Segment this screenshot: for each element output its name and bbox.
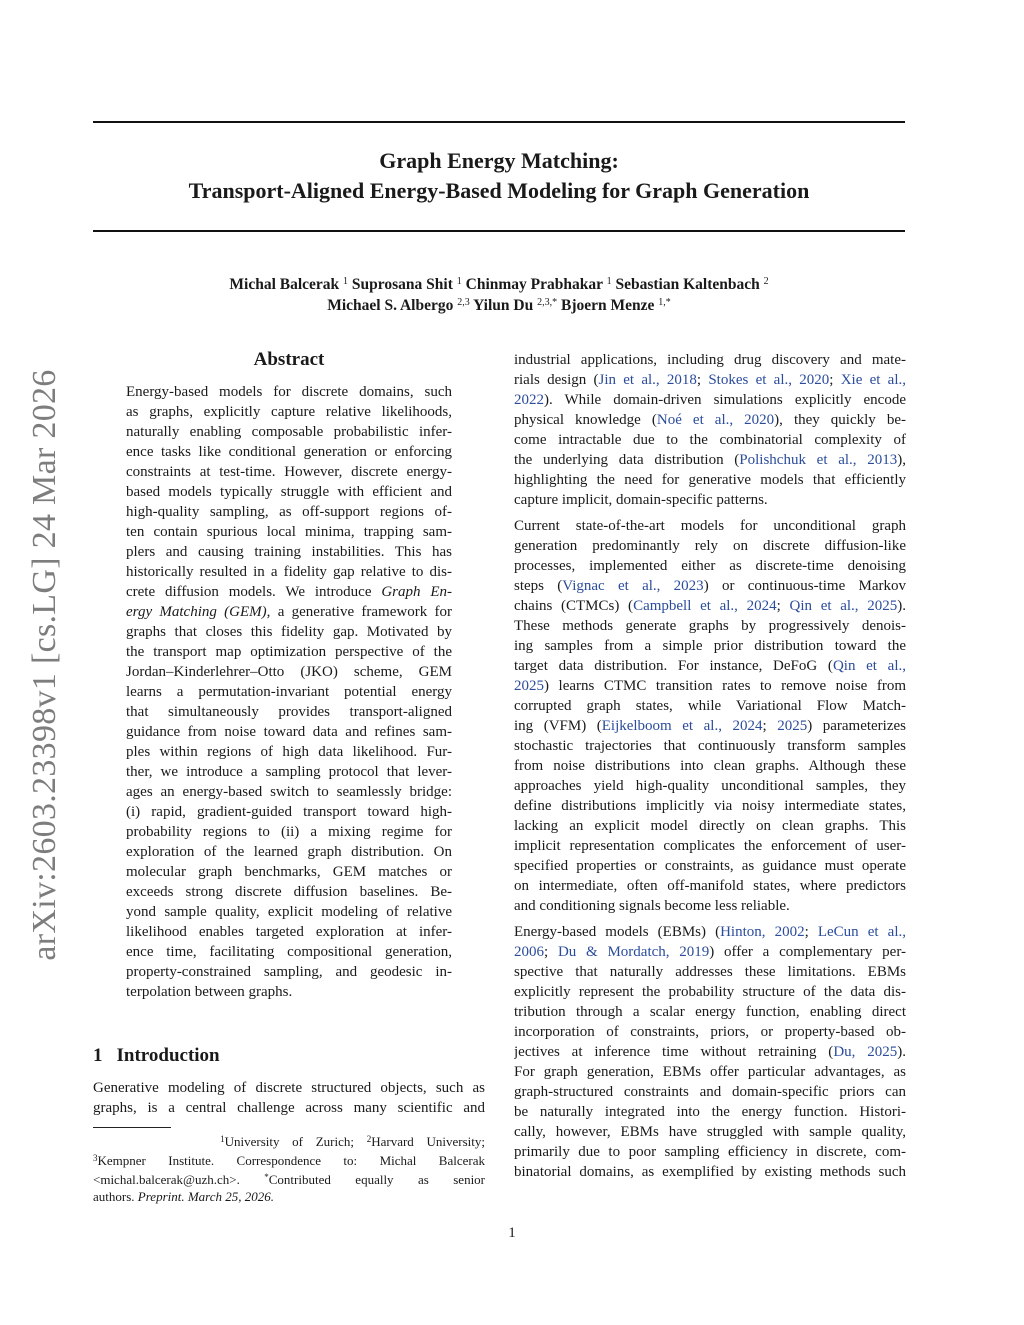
body-line: ing samples from a simple prior distribution toward the (514, 638, 906, 654)
author-affiliation: 2,3 (457, 297, 470, 308)
body-line: 2022). While domain-driven simulations explicitly encode (514, 392, 906, 408)
abstract-line: yond sample quality, explicit modeling of relative (126, 904, 452, 920)
abstract-line: based models typically struggle with efficient and (126, 484, 452, 500)
arxiv-identifier-stamp: arXiv:2603.23398v1 [cs.LG] 24 Mar 2026 (26, 369, 63, 961)
citation-link[interactable]: 2025 (777, 718, 808, 734)
footnote-rule (93, 1127, 171, 1128)
paper-title-line-2: Transport-Aligned Energy-Based Modeling for Graph Generation (188, 178, 810, 203)
body-line: be naturally integrated into the energy function. Histori- (514, 1104, 906, 1120)
abstract-line: constraints at test-time. However, discrete energy- (126, 464, 452, 480)
body-line: target data distribution. For instance, DeFoG (Qin et al., (514, 658, 906, 674)
section-title: Introduction (116, 1045, 220, 1066)
body-line: physical knowledge (Noé et al., 2020), they quickly be- (514, 412, 906, 428)
abstract-line: the transport map optimization perspective of the (126, 644, 452, 660)
abstract-line: as graphs, explicitly capture relative likelihoods, (126, 404, 452, 420)
abstract-line: probability regions to (ii) a mixing regime for (126, 824, 452, 840)
author-name: Michael S. Albergo (327, 297, 454, 314)
method-name-italic: Graph En- (381, 584, 452, 600)
abstract-line: Jordan–Kinderlehrer–Otto (JKO) scheme, GEM (126, 664, 452, 680)
citation-link[interactable]: Qin et al., 2025 (789, 598, 898, 614)
body-line: implicit representation complicates the enforcement of user- (514, 838, 906, 854)
body-line: explicitly represent the probability structure of the data dis- (514, 984, 906, 1000)
body-line: stochastic trajectories that continuously transform samples (514, 738, 906, 754)
body-line: 2025) learns CTMC transition rates to remove noise from (514, 678, 906, 694)
body-line: processes, implemented either as discrete-time denoising (514, 558, 906, 574)
abstract-line: guidance from noise toward data and refines sam- (126, 724, 452, 740)
abstract-line: high-quality sampling, as off-support regions of- (126, 504, 452, 520)
section-number: 1 (93, 1045, 103, 1066)
abstract-line: ten contain spurious local minima, trapping sam- (126, 524, 452, 540)
abstract-line: ages an energy-based switch to seamlessly bridge: (126, 784, 452, 800)
preprint-date: Preprint. March 25, 2026. (137, 1189, 275, 1204)
footnote-line: <michal.balcerak@uzh.ch>. *Contributed equally as senior (93, 1172, 486, 1187)
author-name: Suprosana Shit (351, 276, 453, 293)
body-line: define distributions implicitly via noisy intermediate states, (514, 798, 906, 814)
abstract-line: ence tasks like conditional generation or enforcing (126, 444, 452, 460)
body-line: from noise distributions into clean graphs. Although these (514, 758, 906, 774)
body-line: jectives at inference time without retraining (Du, 2025). (514, 1044, 906, 1060)
author-affiliation: 1 (343, 276, 349, 287)
abstract-line: naturally enabling composable probabilistic infer- (126, 424, 452, 440)
body-line: generation predominantly rely on discrete diffusion-like (514, 538, 906, 554)
abstract-line: likelihood enables targeted exploration at infer- (126, 924, 452, 940)
body-line: chains (CTMCs) (Campbell et al., 2024; Qin et al., 2025). (514, 598, 906, 614)
abstract-line: exceeds strong discrete diffusion baselines. Be- (126, 884, 452, 900)
author-affiliation: 2 (763, 276, 769, 287)
abstract-line: that simultaneously provides transport-aligned (126, 704, 452, 720)
body-line: come intractable due to the combinatorial complexity of (514, 432, 906, 448)
footnote-line: $^3$Kempner Institute. Correspondence to: Michal Balcerak (93, 1153, 485, 1168)
citation-link[interactable]: Du, 2025 (833, 1044, 898, 1060)
body-line: corrupted graph states, while Variational Flow Match- (514, 698, 906, 714)
body-line: approaches yield high-quality unconditional samples, they (514, 778, 906, 794)
citation-link[interactable]: Vignac et al., 2023 (562, 578, 704, 594)
title-top-rule (93, 121, 905, 123)
abstract-line: graphs that closes this fidelity gap. Motivated by (126, 624, 452, 640)
body-line: 2006; Du & Mordatch, 2019) offer a complementary per- (514, 944, 906, 960)
body-line: capture implicit, domain-specific patterns. (514, 492, 768, 508)
body-line: graphs, is a central challenge across many scientific and (93, 1100, 485, 1116)
citation-link[interactable]: LeCun et al., (817, 924, 906, 940)
abstract-text: crete diffusion models. We introduce (126, 584, 382, 600)
body-line: specified properties or constraints, as guidance must operate (514, 858, 906, 874)
body-line: rials design (Jin et al., 2018; Stokes et al., 2020; Xie et al., (514, 372, 906, 388)
citation-link[interactable]: 2025 (514, 678, 544, 694)
body-line: the underlying data distribution (Polishchuk et al., 2013), (514, 452, 906, 468)
citation-link[interactable]: Eijkelboom et al., 2024 (601, 718, 763, 734)
citation-link[interactable]: Campbell et al., 2024 (633, 598, 777, 614)
right-column (514, 350, 906, 1182)
citation-link[interactable]: Du & Mordatch, 2019 (557, 944, 710, 960)
correspondence-email: <michal.balcerak@uzh.ch>. (93, 1172, 240, 1187)
author-affiliation: 1,* (658, 297, 671, 308)
body-line: and conditioning signals become less reliable. (514, 898, 790, 914)
author-name: Sebastian Kaltenbach (615, 276, 760, 293)
footnote-line: authors. Preprint. March 25, 2026. (93, 1189, 275, 1204)
abstract-line: learns a permutation-invariant potential energy (126, 684, 452, 700)
abstract-text: , a generative framework for (266, 604, 452, 620)
intro-paragraph-left (93, 1078, 485, 1118)
citation-link[interactable]: Qin et al., (832, 658, 906, 674)
footnote-line: $^1$University of Zurich; $^2$Harvard University; (220, 1134, 486, 1149)
abstract-line: ples within regions of high data likelihood. Fur- (126, 744, 452, 760)
footnotes (93, 1131, 485, 1205)
citation-link[interactable]: 2006 (514, 944, 544, 960)
abstract-line: ther, we introduce a sampling protocol that lever- (126, 764, 452, 780)
citation-link[interactable]: Jin et al., 2018 (598, 372, 697, 388)
author-affiliation: 2,3,* (537, 297, 558, 308)
citation-link[interactable]: Xie et al., (840, 372, 906, 388)
abstract-line: ence time, facilitating compositional generation, (126, 944, 452, 960)
body-line: steps (Vignac et al., 2023) or continuous-time Markov (514, 578, 906, 594)
body-line: Generative modeling of discrete structured objects, such as (93, 1080, 485, 1096)
abstract-line: molecular graph benchmarks, GEM matches or (126, 864, 452, 880)
abstract-line: Energy-based models for discrete domains, such (126, 384, 452, 400)
body-line: highlighting the need for generative models that efficiently (514, 472, 906, 488)
abstract-line: terpolation between graphs. (126, 984, 293, 1000)
author-name: Bjoern Menze (560, 297, 655, 314)
author-affiliation: 1 (606, 276, 612, 287)
citation-link[interactable]: Stokes et al., 2020 (708, 372, 830, 388)
body-line: Current state-of-the-art models for unconditional graph (514, 518, 906, 534)
method-name-italic: ergy Matching (GEM) (126, 604, 267, 620)
abstract-line: exploration of the learned graph distribution. On (126, 844, 452, 860)
abstract-line (126, 602, 452, 622)
body-line: industrial applications, including drug discovery and mate- (514, 352, 906, 368)
citation-link[interactable]: Polishchuk et al., 2013 (739, 452, 898, 468)
body-line: lacking an explicit model directly on clean graphs. This (514, 818, 906, 834)
authors-line-2 (93, 292, 905, 316)
abstract-body (126, 382, 452, 1002)
body-line: cally, however, EBMs have struggled with sample quality, (514, 1124, 906, 1140)
abstract-line: historically resulted in a fidelity gap relative to dis- (126, 564, 452, 580)
body-line: tribution through a scalar energy function, enabling direct (514, 1004, 906, 1020)
citation-link[interactable]: Noé et al., 2020 (656, 412, 775, 428)
abstract-line: property-constrained sampling, and geodesic in- (126, 964, 452, 980)
body-line: Energy-based models (EBMs) (Hinton, 2002; LeCun et al., (514, 924, 906, 940)
author-name: Yilun Du (473, 297, 534, 314)
section-heading-introduction (93, 1043, 220, 1069)
author-name: Michal Balcerak (229, 276, 340, 293)
author-affiliation: 1 (456, 276, 462, 287)
title-bottom-rule (93, 230, 905, 232)
body-line: binatorial domains, as exemplified by existing methods such (514, 1164, 906, 1180)
body-line: ing (VFM) (Eijkelboom et al., 2024; 2025) parameterizes (514, 718, 906, 734)
body-line: primarily due to poor sampling efficiency in discrete, com- (514, 1144, 906, 1160)
body-line: For graph generation, EBMs offer particular advantages, as (514, 1064, 906, 1080)
citation-link[interactable]: Hinton, 2002 (720, 924, 805, 940)
body-line: These methods generate graphs by progressively denois- (514, 618, 906, 634)
citation-link[interactable]: 2022 (514, 392, 544, 408)
body-line: graph-structured constraints and domain-specific priors can (514, 1084, 906, 1100)
body-line: incorporation of constraints, priors, or property-based ob- (514, 1024, 906, 1040)
paper-title-line-1: Graph Energy Matching: (379, 148, 619, 173)
author-name: Chinmay Prabhakar (465, 276, 603, 293)
page-number: 1 (508, 1225, 516, 1241)
body-line: on intermediate, often off-manifold states, where predictors (514, 878, 906, 894)
abstract-line (126, 582, 452, 602)
abstract-line: (i) rapid, gradient-guided transport toward high- (126, 804, 452, 820)
body-line: spective that naturally addresses these limitations. EBMs (514, 964, 906, 980)
abstract-heading: Abstract (253, 349, 325, 370)
abstract-line: plers and causing training instabilities. This has (126, 544, 452, 560)
